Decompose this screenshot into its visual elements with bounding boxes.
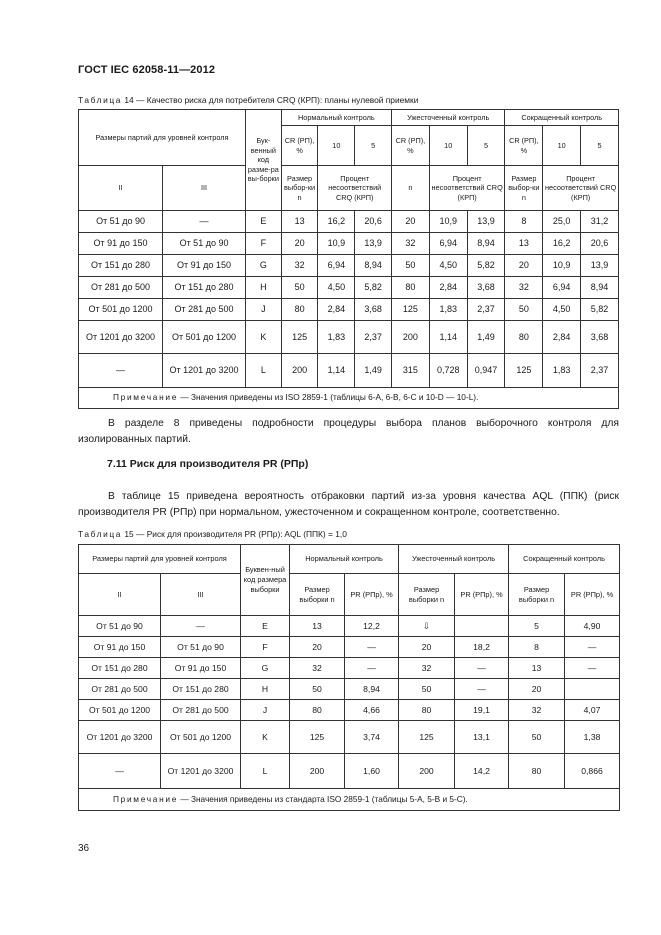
t15-cell-n1: 50 xyxy=(290,679,345,700)
t14-cell-ii: От 51 до 90 xyxy=(79,211,163,233)
t14-header-cr: CR (РП), % xyxy=(392,126,430,166)
t15-cell-p2 xyxy=(455,616,509,637)
t14-row xyxy=(79,233,619,255)
t15-cell-n2: 32 xyxy=(399,658,455,679)
t14-header-letter-code: Бук-венный код разме-ра вы-борки xyxy=(246,110,282,211)
t15-cell-iii: От 501 до 1200 xyxy=(161,721,241,754)
t14-cell-a1: 1,14 xyxy=(318,354,355,388)
t14-cell-a3: 2,84 xyxy=(543,321,581,354)
table-14-caption-label: Таблица xyxy=(78,95,123,105)
t14-cell-code: J xyxy=(246,299,282,321)
t15-header-tightened: Ужесточенный контроль xyxy=(399,545,509,574)
t15-cell-code: F xyxy=(241,637,290,658)
t15-cell-p1: 4,66 xyxy=(345,700,399,721)
t14-row xyxy=(79,277,619,299)
t14-cell-ii: От 91 до 150 xyxy=(79,233,163,255)
t14-cell-n2: 20 xyxy=(392,211,430,233)
t15-cell-p1: 3,74 xyxy=(345,721,399,754)
t14-header-5: 5 xyxy=(467,126,505,166)
t14-cell-b1: 1,49 xyxy=(355,354,392,388)
t15-cell-n3: 5 xyxy=(509,616,565,637)
t15-cell-p3: 0,866 xyxy=(565,754,620,789)
t15-header-letter-code: Буквен-ный код размера выборки xyxy=(241,545,290,616)
t15-cell-p1: 8,94 xyxy=(345,679,399,700)
t14-cell-iii: От 51 до 90 xyxy=(163,233,246,255)
t15-header-reduced: Сокращенный контроль xyxy=(509,545,620,574)
t14-header-lot-sizes: Размеры партий для уровней контроля xyxy=(79,110,246,166)
t15-cell-code: J xyxy=(241,700,290,721)
t14-cell-b2: 2,37 xyxy=(467,299,505,321)
t15-cell-p2: — xyxy=(455,658,509,679)
t15-header-sample-size: Размер выборки n xyxy=(399,574,455,616)
t15-cell-n2: 20 xyxy=(399,637,455,658)
t14-cell-a1: 2,84 xyxy=(318,299,355,321)
t15-cell-code: L xyxy=(241,754,290,789)
table-14-caption-text: 14 — Качество риска для потребителя CRQ (КРП): планы нулевой приемки xyxy=(124,95,419,105)
table-15-caption-label: Таблица xyxy=(78,529,123,539)
t15-header-pr: PR (РПр), % xyxy=(455,574,509,616)
t14-cell-code: E xyxy=(246,211,282,233)
t15-cell-n1: 125 xyxy=(290,721,345,754)
t14-cell-a3: 25,0 xyxy=(543,211,581,233)
t14-header-normal: Нормальный контроль xyxy=(281,110,391,126)
t15-cell-n1: 200 xyxy=(290,754,345,789)
t14-cell-code: H xyxy=(246,277,282,299)
t15-cell-p1: — xyxy=(345,637,399,658)
t14-cell-b3: 13,9 xyxy=(581,255,619,277)
t14-cell-b2: 3,68 xyxy=(467,277,505,299)
t14-cell-a2: 4,50 xyxy=(429,255,467,277)
t14-cell-b1: 20,6 xyxy=(355,211,392,233)
t14-cell-iii: От 1201 до 3200 xyxy=(163,354,246,388)
t14-cell-a1: 16,2 xyxy=(318,211,355,233)
t14-header-cr: CR (РП), % xyxy=(505,126,543,166)
t14-cell-n1: 50 xyxy=(281,277,318,299)
t15-cell-code: K xyxy=(241,721,290,754)
document-header: ГОСТ IEC 62058-11—2012 xyxy=(78,64,216,76)
t14-header-percent-crq: Процент несоответствий CRQ (КРП) xyxy=(318,166,392,211)
t14-cell-ii: От 1201 до 3200 xyxy=(79,321,163,354)
t14-cell-n2: 80 xyxy=(392,277,430,299)
t14-cell-n2: 200 xyxy=(392,321,430,354)
t14-cell-n3: 13 xyxy=(505,233,543,255)
t14-cell-n3: 8 xyxy=(505,211,543,233)
t15-row xyxy=(79,700,620,721)
t15-cell-n3: 20 xyxy=(509,679,565,700)
t14-header-5: 5 xyxy=(581,126,619,166)
t14-cell-a1: 4,50 xyxy=(318,277,355,299)
t14-row xyxy=(79,299,619,321)
t15-cell-n2: 80 xyxy=(399,700,455,721)
t15-cell-n2: ⇩ xyxy=(399,616,455,637)
t14-row xyxy=(79,354,619,388)
t15-cell-p3: 4,90 xyxy=(565,616,620,637)
t14-cell-ii: От 501 до 1200 xyxy=(79,299,163,321)
t15-cell-iii: От 91 до 150 xyxy=(161,658,241,679)
t15-cell-code: E xyxy=(241,616,290,637)
t15-header-lot-sizes: Размеры партий для уровней контроля xyxy=(79,545,241,574)
t14-cell-b2: 1,49 xyxy=(467,321,505,354)
t14-row xyxy=(79,211,619,233)
t14-cell-iii: — xyxy=(163,211,246,233)
t15-header-sample-size: Размер выборки n xyxy=(290,574,345,616)
t15-cell-n2: 200 xyxy=(399,754,455,789)
t14-cell-b1: 2,37 xyxy=(355,321,392,354)
table-14-caption xyxy=(78,95,418,105)
t15-row xyxy=(79,637,620,658)
t14-cell-n3: 125 xyxy=(505,354,543,388)
page-number: 36 xyxy=(78,843,90,854)
t15-cell-n3: 13 xyxy=(509,658,565,679)
t14-cell-b3: 31,2 xyxy=(581,211,619,233)
t14-header-10: 10 xyxy=(318,126,355,166)
t14-cell-n1: 200 xyxy=(281,354,318,388)
t14-cell-n2: 32 xyxy=(392,233,430,255)
t15-cell-p3: — xyxy=(565,637,620,658)
t14-cell-a2: 1,14 xyxy=(429,321,467,354)
t15-cell-n1: 32 xyxy=(290,658,345,679)
t14-cell-code: G xyxy=(246,255,282,277)
t15-cell-p2: 13,1 xyxy=(455,721,509,754)
t14-cell-a1: 10,9 xyxy=(318,233,355,255)
t14-cell-a3: 10,9 xyxy=(543,255,581,277)
t14-note-text: — Значения приведены из ISO 2859-1 (таблицы 6-А, 6-В, 6-С и 10-D — 10-L). xyxy=(178,392,479,403)
t14-cell-b3: 20,6 xyxy=(581,233,619,255)
t14-header-sample-size: Размер выбор-ки n xyxy=(505,166,543,211)
t15-cell-p3: 1,38 xyxy=(565,721,620,754)
paragraph-section-8-reference: В разделе 8 приведены подробности процедуры выбора планов выборочного контроля для изолированных партий. xyxy=(78,418,619,445)
t15-row xyxy=(79,658,620,679)
t15-cell-iii: От 151 до 280 xyxy=(161,679,241,700)
t15-row xyxy=(79,616,620,637)
t15-cell-iii: От 1201 до 3200 xyxy=(161,754,241,789)
t14-header-percent-crq: Процент несоответствий CRQ (КРП) xyxy=(543,166,619,211)
t14-cell-a2: 0,728 xyxy=(429,354,467,388)
t14-cell-b1: 5,82 xyxy=(355,277,392,299)
t14-cell-iii: От 281 до 500 xyxy=(163,299,246,321)
t14-cell-b1: 3,68 xyxy=(355,299,392,321)
t14-cell-b2: 13,9 xyxy=(467,211,505,233)
t14-header-level-iii: III xyxy=(163,166,246,211)
t14-header-5: 5 xyxy=(355,126,392,166)
t14-header-10: 10 xyxy=(429,126,467,166)
t14-cell-b1: 13,9 xyxy=(355,233,392,255)
t15-cell-p2: — xyxy=(455,679,509,700)
t14-cell-b3: 2,37 xyxy=(581,354,619,388)
t14-cell-n1: 80 xyxy=(281,299,318,321)
t15-header-pr: PR (РПр), % xyxy=(345,574,399,616)
t14-cell-n1: 125 xyxy=(281,321,318,354)
t15-cell-p2: 19,1 xyxy=(455,700,509,721)
t14-header-reduced: Сокращенный контроль xyxy=(505,110,619,126)
t14-cell-n2: 50 xyxy=(392,255,430,277)
t14-cell-a2: 1,83 xyxy=(429,299,467,321)
t15-cell-n3: 8 xyxy=(509,637,565,658)
t14-cell-b3: 5,82 xyxy=(581,299,619,321)
t15-cell-code: H xyxy=(241,679,290,700)
t14-cell-b3: 8,94 xyxy=(581,277,619,299)
section-title-7-11: 7.11 Риск для производителя PR (РПр) xyxy=(107,458,309,470)
t14-header-10: 10 xyxy=(543,126,581,166)
t14-cell-a1: 1,83 xyxy=(318,321,355,354)
t14-cell-a2: 6,94 xyxy=(429,233,467,255)
t14-cell-n1: 20 xyxy=(281,233,318,255)
t15-cell-p1: 1,60 xyxy=(345,754,399,789)
t14-cell-iii: От 151 до 280 xyxy=(163,277,246,299)
t15-cell-ii: — xyxy=(79,754,161,789)
t14-cell-n3: 50 xyxy=(505,299,543,321)
t15-cell-ii: От 501 до 1200 xyxy=(79,700,161,721)
t15-row xyxy=(79,679,620,700)
t14-cell-code: K xyxy=(246,321,282,354)
t14-cell-n3: 80 xyxy=(505,321,543,354)
t14-note xyxy=(79,388,619,409)
t15-cell-n3: 50 xyxy=(509,721,565,754)
t15-cell-n1: 13 xyxy=(290,616,345,637)
t14-note-label: Примечание xyxy=(113,392,179,403)
t14-row xyxy=(79,321,619,354)
t14-header-tightened: Ужесточенный контроль xyxy=(392,110,505,126)
t15-cell-n2: 50 xyxy=(399,679,455,700)
t14-cell-b2: 0,947 xyxy=(467,354,505,388)
table-15-caption xyxy=(78,529,347,539)
t15-cell-n3: 80 xyxy=(509,754,565,789)
t15-cell-p1: 12,2 xyxy=(345,616,399,637)
t14-cell-a3: 1,83 xyxy=(543,354,581,388)
t14-cell-n1: 32 xyxy=(281,255,318,277)
t14-cell-b2: 5,82 xyxy=(467,255,505,277)
t14-cell-a3: 4,50 xyxy=(543,299,581,321)
t15-cell-code: G xyxy=(241,658,290,679)
t15-row xyxy=(79,754,620,789)
paragraph-table-15-intro: В таблице 15 приведена вероятность отбраковки партий из-за уровня качества AQL (ППК) (риск производителя PR (РПр) при нормальном, ужесточенном и сокращенном контроле, соответственно. xyxy=(78,491,619,518)
t14-cell-a3: 6,94 xyxy=(543,277,581,299)
t14-cell-n1: 13 xyxy=(281,211,318,233)
table-15-caption-text: 15 — Риск для производителя PR (РПр): AQL (ППК) = 1,0 xyxy=(124,529,347,539)
t14-header-n: n xyxy=(392,166,430,211)
t15-note-text: — Значения приведены из стандарта ISO 2859-1 (таблицы 5-А, 5-В и 5-С). xyxy=(178,793,468,804)
t15-cell-n1: 20 xyxy=(290,637,345,658)
t14-header-level-ii: II xyxy=(79,166,163,211)
t14-cell-code: F xyxy=(246,233,282,255)
t14-cell-n3: 20 xyxy=(505,255,543,277)
t14-row xyxy=(79,255,619,277)
t14-header-percent-crq: Процент несоответствий CRQ (КРП) xyxy=(429,166,505,211)
table-14 xyxy=(78,109,619,409)
t14-cell-b1: 8,94 xyxy=(355,255,392,277)
t15-row xyxy=(79,721,620,754)
t14-cell-ii: От 281 до 500 xyxy=(79,277,163,299)
t15-cell-n2: 125 xyxy=(399,721,455,754)
t15-cell-iii: От 281 до 500 xyxy=(161,700,241,721)
t15-header-level-ii: II xyxy=(79,574,161,616)
t15-header-level-iii: III xyxy=(161,574,241,616)
t14-cell-iii: От 501 до 1200 xyxy=(163,321,246,354)
t14-cell-a2: 10,9 xyxy=(429,211,467,233)
t15-cell-n1: 80 xyxy=(290,700,345,721)
t14-cell-a2: 2,84 xyxy=(429,277,467,299)
t15-cell-p3: 4,07 xyxy=(565,700,620,721)
t14-cell-code: L xyxy=(246,354,282,388)
t14-cell-n3: 32 xyxy=(505,277,543,299)
t14-cell-n2: 125 xyxy=(392,299,430,321)
t15-header-normal: Нормальный контроль xyxy=(290,545,399,574)
t14-cell-b3: 3,68 xyxy=(581,321,619,354)
table-15 xyxy=(78,544,620,811)
t15-cell-ii: От 281 до 500 xyxy=(79,679,161,700)
t15-cell-p3 xyxy=(565,679,620,700)
t14-cell-ii: — xyxy=(79,354,163,388)
t15-cell-ii: От 51 до 90 xyxy=(79,616,161,637)
t15-cell-ii: От 151 до 280 xyxy=(79,658,161,679)
t14-cell-iii: От 91 до 150 xyxy=(163,255,246,277)
t14-cell-a3: 16,2 xyxy=(543,233,581,255)
t15-cell-iii: — xyxy=(161,616,241,637)
t15-cell-p2: 14,2 xyxy=(455,754,509,789)
t15-header-pr: PR (РПр), % xyxy=(565,574,620,616)
t15-note-label: Примечание xyxy=(113,793,179,804)
t15-cell-ii: От 1201 до 3200 xyxy=(79,721,161,754)
t15-cell-p3: — xyxy=(565,658,620,679)
t15-cell-n3: 32 xyxy=(509,700,565,721)
t14-cell-a1: 6,94 xyxy=(318,255,355,277)
t14-cell-ii: От 151 до 280 xyxy=(79,255,163,277)
t14-cell-n2: 315 xyxy=(392,354,430,388)
t15-cell-p1: — xyxy=(345,658,399,679)
t15-note xyxy=(79,789,620,811)
t15-cell-ii: От 91 до 150 xyxy=(79,637,161,658)
t14-header-sample-size: Размер выбор-ки n xyxy=(281,166,318,211)
t15-cell-iii: От 51 до 90 xyxy=(161,637,241,658)
t15-cell-p2: 18,2 xyxy=(455,637,509,658)
t14-cell-b2: 8,94 xyxy=(467,233,505,255)
t14-header-cr: CR (РП), % xyxy=(281,126,318,166)
t15-header-sample-size: Размер выборки n xyxy=(509,574,565,616)
